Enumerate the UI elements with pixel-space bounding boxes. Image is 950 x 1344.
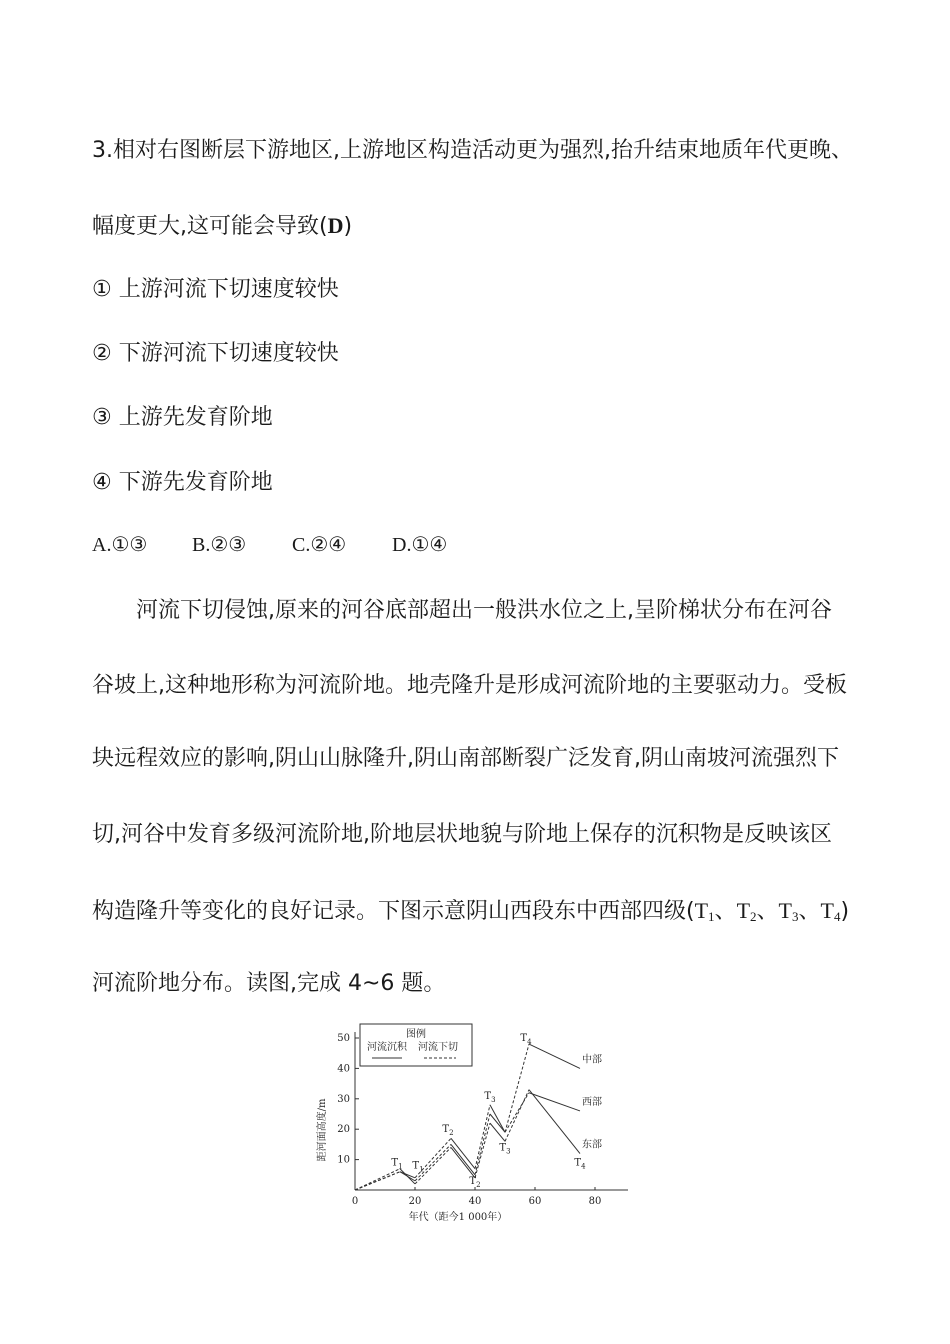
x-tick-label: 40 (468, 1196, 482, 1207)
series-segment (490, 1114, 505, 1132)
chart-legend (360, 1024, 472, 1066)
terrace-t2: $T_2$ (736, 898, 757, 924)
terrace-label: $T_2$ (469, 1175, 481, 1189)
x-tick-label: 80 (588, 1196, 602, 1207)
question-stem-close: ) (343, 214, 353, 239)
y-tick-label: 20 (337, 1124, 350, 1136)
passage-line (92, 897, 849, 931)
terrace-label: $T_4$ (520, 1033, 532, 1047)
passage-line: 河流阶地分布。读图,完成 4~6 题。 (92, 971, 446, 996)
terrace-label: $T_4$ (574, 1157, 586, 1171)
series-label: 东部 (582, 1139, 602, 1151)
option-d: D.①④ (392, 534, 448, 556)
series-segment (529, 1090, 580, 1154)
choice-item: ③ 上游先发育阶地 (92, 405, 273, 430)
x-tick-label: 20 (408, 1196, 422, 1207)
terrace-chart (310, 1020, 640, 1230)
option-a: A.①③ (92, 534, 148, 556)
passage-line: 块远程效应的影响,阴山山脉隆升,阴山南部断裂广泛发育,阴山南坡河流强烈下 (92, 746, 839, 771)
series-label: 中部 (582, 1054, 602, 1066)
series-segment (475, 1114, 490, 1175)
legend-title: 图例 (406, 1029, 426, 1040)
x-tick-label: 0 (351, 1196, 359, 1207)
passage-line: 谷坡上,这种地形称为河流阶地。地壳隆升是形成河流阶地的主要驱动力。受板 (92, 673, 847, 698)
series-segment (505, 1090, 529, 1142)
series-segment (490, 1123, 505, 1141)
terrace-t3: $T_3$ (778, 898, 799, 924)
terrace-label: $T_3$ (499, 1142, 511, 1156)
series-segment (475, 1123, 490, 1178)
option-c: C.②④ (292, 534, 347, 556)
series-segment (505, 1044, 529, 1132)
question-stem-line1: 3.相对右图断层下游地区,上游地区构造活动更为强烈,抬升结束地质年代更晚、 (92, 138, 853, 163)
y-tick-label: 40 (337, 1063, 350, 1075)
passage-close: ) (840, 899, 850, 924)
terrace-label: $T_1$ (412, 1160, 424, 1174)
answer-letter: D (327, 213, 344, 238)
terrace-label: $T_3$ (484, 1090, 496, 1104)
series-segment (415, 1144, 451, 1180)
passage-text: 构造隆升等变化的良好记录。下图示意阴山西段东中西部四级( (92, 899, 695, 924)
series-segment (529, 1044, 580, 1068)
y-tick-label: 50 (337, 1033, 350, 1044)
y-axis-label: 距河面高度/m (317, 1098, 328, 1162)
question-stem-text: 幅度更大,这可能会导致( (92, 214, 328, 239)
terrace-label: $T_2$ (442, 1124, 454, 1138)
option-b: B.②③ (192, 534, 247, 556)
legend-incision-label: 河流下切 (418, 1042, 458, 1053)
terrace-label: $T_1$ (391, 1157, 403, 1171)
terrace-t4: $T_4$ (820, 898, 841, 924)
passage-line: 河流下切侵蚀,原来的河谷底部超出一般洪水位之上,呈阶梯状分布在河谷 (136, 598, 832, 623)
series-segment (490, 1105, 505, 1132)
separator: 、 (798, 899, 821, 924)
series-label: 西部 (582, 1096, 602, 1108)
question-stem-line2 (92, 212, 352, 241)
y-tick-label: 10 (337, 1154, 350, 1166)
choice-item: ① 上游河流下切速度较快 (92, 277, 339, 302)
separator: 、 (714, 899, 737, 924)
legend-deposit-label: 河流沉积 (367, 1042, 407, 1053)
x-axis-label: 年代（距今1 000年） (408, 1212, 508, 1223)
choice-item: ② 下游河流下切速度较快 (92, 341, 339, 366)
y-tick-label: 30 (337, 1093, 350, 1105)
series-segment (451, 1147, 475, 1177)
choice-item: ④ 下游先发育阶地 (92, 470, 273, 495)
series-segment (529, 1093, 580, 1111)
separator: 、 (756, 899, 779, 924)
series-segment (451, 1144, 475, 1174)
passage-line: 切,河谷中发育多级河流阶地,阶地层状地貌与阶地上保存的沉积物是反映该区 (92, 822, 832, 847)
x-tick-label: 60 (528, 1196, 542, 1207)
series-segment (451, 1138, 475, 1168)
series-segment (505, 1093, 529, 1133)
series-segment (355, 1169, 400, 1190)
terrace-t1: $T_1$ (694, 898, 715, 924)
series-segment (475, 1105, 490, 1169)
